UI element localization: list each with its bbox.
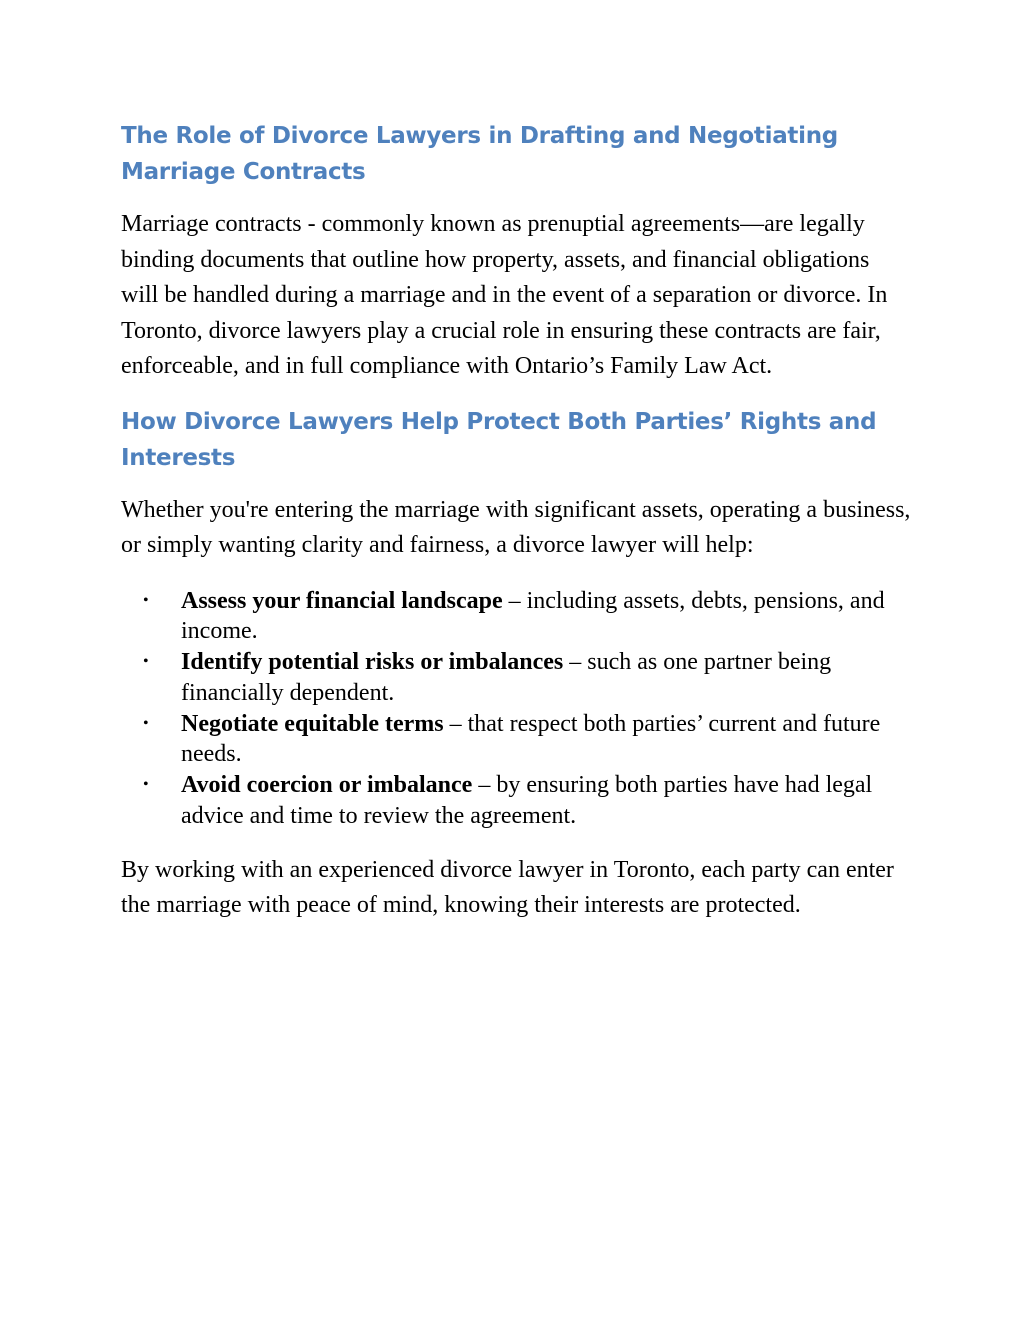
list-item — [121, 647, 911, 709]
intro-paragraph: Marriage contracts - commonly known as prenuptial agreements—are legally binding documents that outline how property, assets, and financial obligations will be handled during a marriage and in the event of a separation or divorce. In Toronto, divorce lawyers play a crucial role in ensuring these contracts are fair, enforceable, and in full compliance with Ontario’s Family Law Act. — [121, 211, 888, 379]
bullet-icon: • — [143, 714, 149, 732]
page-title: The Role of Divorce Lawyers in Drafting and Negotiating Marriage Contracts — [121, 123, 838, 185]
list-item-description: – including assets, debts, pensions, and income. — [181, 587, 885, 645]
list-item — [121, 770, 911, 832]
list-item-description: – that respect both parties’ current and future needs. — [181, 710, 881, 768]
list-item-title: Negotiate equitable terms — [181, 710, 444, 737]
list-item-description: – such as one partner being financially dependent. — [181, 649, 832, 706]
list-item-title: Identify potential risks or imbalances — [181, 649, 564, 676]
document-page — [121, 116, 911, 924]
list-item — [121, 586, 911, 648]
bullet-icon: • — [143, 776, 149, 794]
list-item-title: Assess your financial landscape — [181, 587, 503, 614]
bullet-icon: • — [143, 653, 149, 671]
lead-paragraph: Whether you're entering the marriage with significant assets, operating a business, or simply wanting clarity and fairness, a divorce lawyer will help: — [121, 496, 911, 558]
list-item-title: Avoid coercion or imbalance — [181, 772, 473, 799]
benefits-list — [121, 586, 911, 832]
list-item-description: – by ensuring both parties have had legal advice and time to review the agreement. — [181, 772, 873, 830]
closing-paragraph: By working with an experienced divorce lawyer in Toronto, each party can enter the marriage with peace of mind, knowing their interests are protected. — [121, 856, 894, 919]
section-heading: How Divorce Lawyers Help Protect Both Parties’ Rights and Interests — [121, 408, 877, 471]
bullet-icon: • — [143, 591, 149, 609]
list-item — [121, 709, 911, 771]
